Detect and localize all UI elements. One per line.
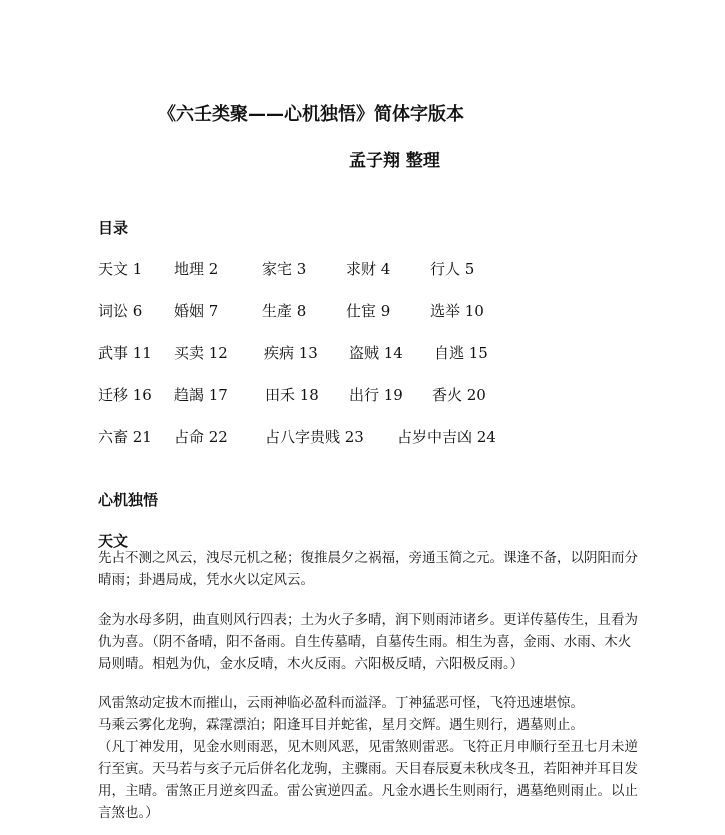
toc-item: 仕宦 9	[346, 302, 391, 320]
toc-item: 地理 2	[174, 260, 219, 278]
text-line: （凡丁神发用，见金水则雨恶，见木则风恶，见雷煞则雷恶。飞符正月申顺行至丑七月未逆	[98, 739, 638, 755]
paragraph	[98, 547, 668, 591]
text-line: 言煞也。）	[98, 805, 159, 821]
toc-item: 香火 20	[432, 386, 486, 404]
text-line: 风雷煞动定拔木而摧山，云雨神临必盈科而溢泽。丁神猛恶可怪，飞符迅速堪惊。	[98, 695, 584, 711]
toc-item: 趋謁 17	[174, 386, 228, 404]
section-heading: 心机独悟	[98, 491, 159, 509]
toc-item: 占岁中吉凶 24	[397, 428, 496, 446]
toc-item: 占命 22	[174, 428, 228, 446]
toc-item: 自逃 15	[434, 344, 488, 362]
toc-item: 占八字贵贱 23	[265, 428, 364, 446]
document-title: 《六壬类聚——心机独悟》简体字版本	[158, 104, 464, 125]
text-line: 晴雨；卦遇局成，凭水火以定风云。	[98, 572, 314, 588]
toc-item: 婚姻 7	[174, 302, 219, 320]
toc-item: 词讼 6	[98, 302, 143, 320]
toc-item: 田禾 18	[265, 386, 319, 404]
toc-item: 天文 1	[98, 260, 143, 278]
toc-heading: 目录	[98, 219, 129, 237]
text-line: 仇为喜。（阴不备晴，阳不备雨。自生传墓晴，自墓传生雨。相生为喜，金雨、水雨、木火	[98, 634, 632, 650]
toc-item: 行人 5	[430, 260, 475, 278]
text-line: 局则晴。相剋为仇，金水反晴，木火反雨。六阳极反晴，六阳极反雨。）	[98, 656, 524, 672]
toc-item: 选举 10	[430, 302, 484, 320]
toc-item: 出行 19	[349, 386, 403, 404]
subsection-heading: 天文	[98, 532, 129, 550]
paragraph	[98, 692, 668, 824]
toc-item: 求财 4	[346, 260, 391, 278]
text-line: 金为水母多阴，曲直则风行四表；土为火子多晴，润下则雨沛诸乡。更详传墓传生，且看为	[98, 612, 638, 628]
toc-item: 迁移 16	[98, 386, 152, 404]
text-line: 用，主晴。雷煞正月逆亥四孟。雷公寅逆四孟。凡金水遇长生则雨行，遇墓绝则雨止。以止	[98, 783, 638, 799]
text-line: 马乘云雾化龙驹，霖霪漂泊；阳逢耳目并蛇雀，星月交辉。遇生则行，遇墓则止。	[98, 717, 584, 733]
document-author: 孟子翔 整理	[349, 151, 440, 171]
toc-item: 买卖 12	[174, 344, 228, 362]
text-line: 先占不测之风云，洩尽元机之秘；復推晨夕之祸福，旁通玉简之元。课逢不备，以阴阳而分	[98, 550, 638, 566]
toc-item: 六畜 21	[98, 428, 152, 446]
paragraph	[98, 609, 668, 675]
toc-item: 武事 11	[98, 344, 152, 362]
toc-item: 盗贼 14	[349, 344, 403, 362]
toc-item: 家宅 3	[262, 260, 307, 278]
toc-item: 生產 8	[262, 302, 307, 320]
text-line: 行至寅。天马若与亥子元后併名化龙驹，主骤雨。天目春辰夏未秋戌冬丑，若阳神并耳目发	[98, 761, 638, 777]
toc-item: 疾病 13	[264, 344, 318, 362]
